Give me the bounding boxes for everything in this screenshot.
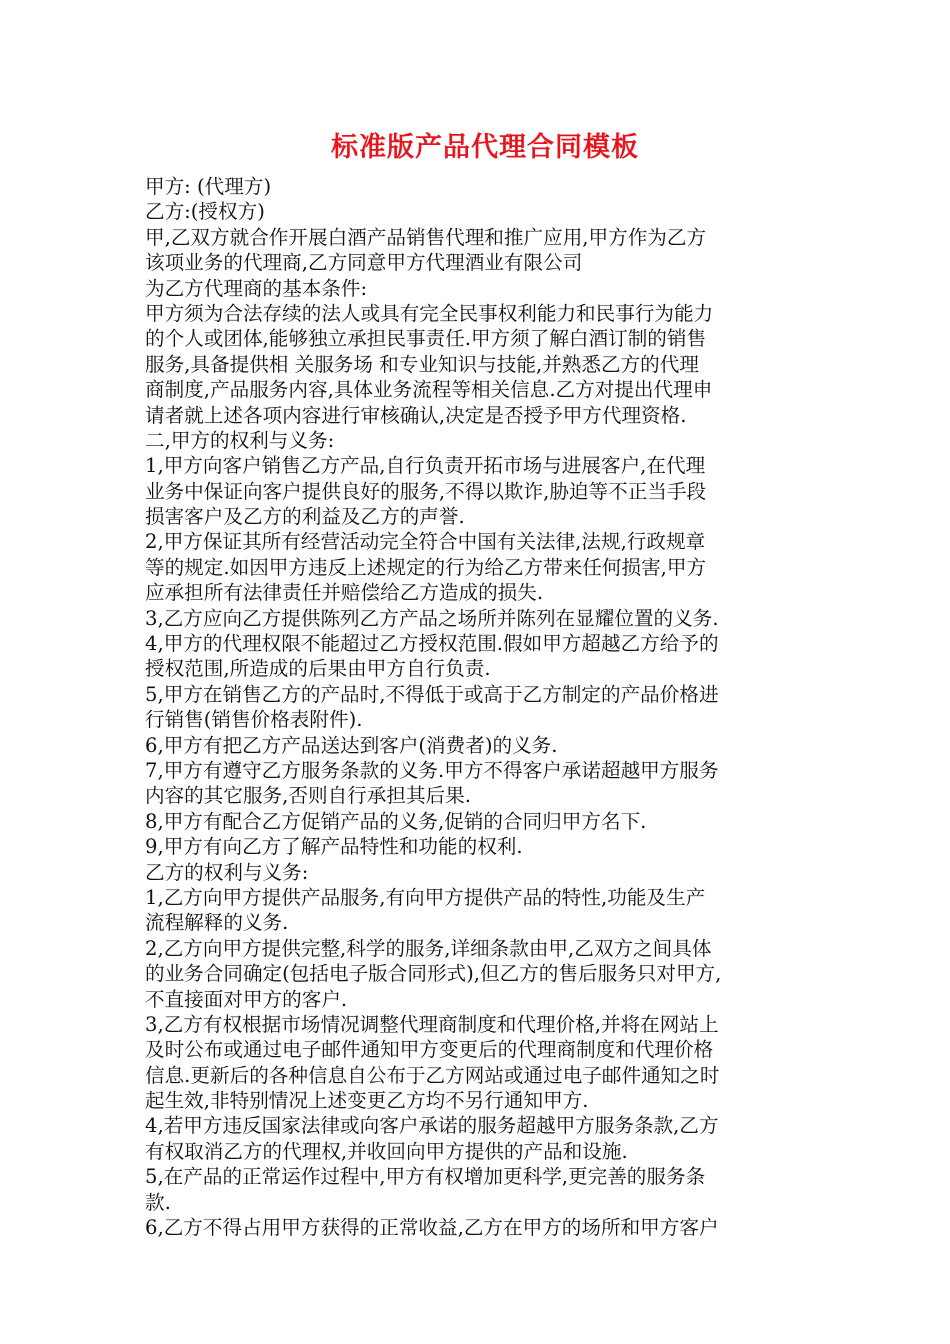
document-line: 该项业务的代理商,乙方同意甲方代理酒业有限公司	[145, 251, 583, 275]
document-line: 及时公布或通过电子邮件通知甲方变更后的代理商制度和代理价格	[145, 1038, 714, 1062]
document-line: 业务中保证向客户提供良好的服务,不得以欺诈,胁迫等不正当手段	[145, 479, 707, 503]
document-line: 服务,具备提供相 关服务场 和专业知识与技能,并熟悉乙方的代理	[145, 352, 699, 376]
document-line: 1,甲方向客户销售乙方产品,自行负责开拓市场与进展客户,在代理	[145, 454, 706, 478]
document-line: 二,甲方的权利与义务:	[145, 428, 335, 452]
document-line: 内容的其它服务,否则自行承担其后果.	[145, 784, 471, 808]
document-body	[145, 174, 825, 1240]
document-line: 乙方:(授权方)	[145, 200, 265, 224]
document-line: 行销售(销售价格表附件).	[145, 708, 363, 732]
document-line: 2,乙方向甲方提供完整,科学的服务,详细条款由甲,乙双方之间具体	[145, 936, 712, 960]
document-line: 3,乙方有权根据市场情况调整代理商制度和代理价格,并将在网站上	[145, 1012, 719, 1036]
document-line: 甲方: (代理方)	[145, 175, 272, 198]
document-line: 等的规定.如因甲方违反上述规定的行为给乙方带来任何损害,甲方	[145, 555, 707, 579]
document-line: 的业务合同确定(包括电子版合同形式),但乙方的售后服务只对甲方,	[145, 962, 722, 986]
document-line: 授权范围,所造成的后果由甲方自行负责.	[145, 657, 491, 681]
document-line: 乙方的权利与义务:	[145, 860, 309, 884]
document-line: 6,乙方不得占用甲方获得的正常收益,乙方在甲方的场所和甲方客户	[145, 1216, 719, 1240]
document-line: 甲方须为合法存续的法人或具有完全民事权利能力和民事行为能力	[145, 301, 714, 325]
document-line: 流程解释的义务.	[145, 911, 289, 935]
document-line: 请者就上述各项内容进行审核确认,决定是否授予甲方代理资格.	[145, 403, 687, 427]
document-line: 不直接面对甲方的客户.	[145, 987, 348, 1011]
document-line: 损害客户及乙方的利益及乙方的声誉.	[145, 505, 465, 529]
document-line: 1,乙方向甲方提供产品服务,有向甲方提供产品的特性,功能及生产	[145, 885, 706, 909]
document-line: 7,甲方有遵守乙方服务条款的义务.甲方不得客户承诺超越甲方服务	[145, 758, 719, 782]
document-line: 甲,乙双方就合作开展白酒产品销售代理和推广应用,甲方作为乙方	[145, 225, 707, 249]
document-line: 的个人或团体,能够独立承担民事责任.甲方须了解白酒订制的销售	[145, 327, 707, 351]
document-line: 2,甲方保证其所有经营活动完全符合中国有关法律,法规,行政规章	[145, 530, 706, 554]
document-line: 9,甲方有向乙方了解产品特性和功能的权利.	[145, 835, 523, 859]
document-line: 5,甲方在销售乙方的产品时,不得低于或高于乙方制定的产品价格进	[145, 682, 719, 706]
document-line: 4,若甲方违反国家法律或向客户承诺的服务超越甲方服务条款,乙方	[145, 1114, 719, 1138]
document-line: 为乙方代理商的基本条件:	[145, 276, 368, 300]
document-line: 有权取消乙方的代理权,并收回向甲方提供的产品和设施.	[145, 1139, 628, 1163]
document-line: 4,甲方的代理权限不能超过乙方授权范围.假如甲方超越乙方给予的	[145, 632, 719, 656]
document-line: 应承担所有法律责任并赔偿给乙方造成的损失.	[145, 581, 544, 605]
document-title: 标准版产品代理合同模板	[331, 132, 639, 163]
document-line: 3,乙方应向乙方提供陈列乙方产品之场所并陈列在显耀位置的义务.	[145, 606, 719, 630]
document-line: 8,甲方有配合乙方促销产品的义务,促销的合同归甲方名下.	[145, 809, 647, 833]
document-page	[145, 128, 825, 1240]
document-line: 起生效,非特别情况上述变更乙方均不另行通知甲方.	[145, 1089, 589, 1113]
document-line: 商制度,产品服务内容,具体业务流程等相关信息.乙方对提出代理申	[145, 378, 713, 402]
document-line: 5,在产品的正常运作过程中,甲方有权增加更科学,更完善的服务条	[145, 1165, 706, 1189]
document-line: 款.	[145, 1190, 171, 1214]
document-line: 6,甲方有把乙方产品送达到客户(消费者)的义务.	[145, 733, 558, 757]
document-line: 信息.更新后的各种信息自公布于乙方网站或通过电子邮件通知之时	[145, 1063, 720, 1087]
